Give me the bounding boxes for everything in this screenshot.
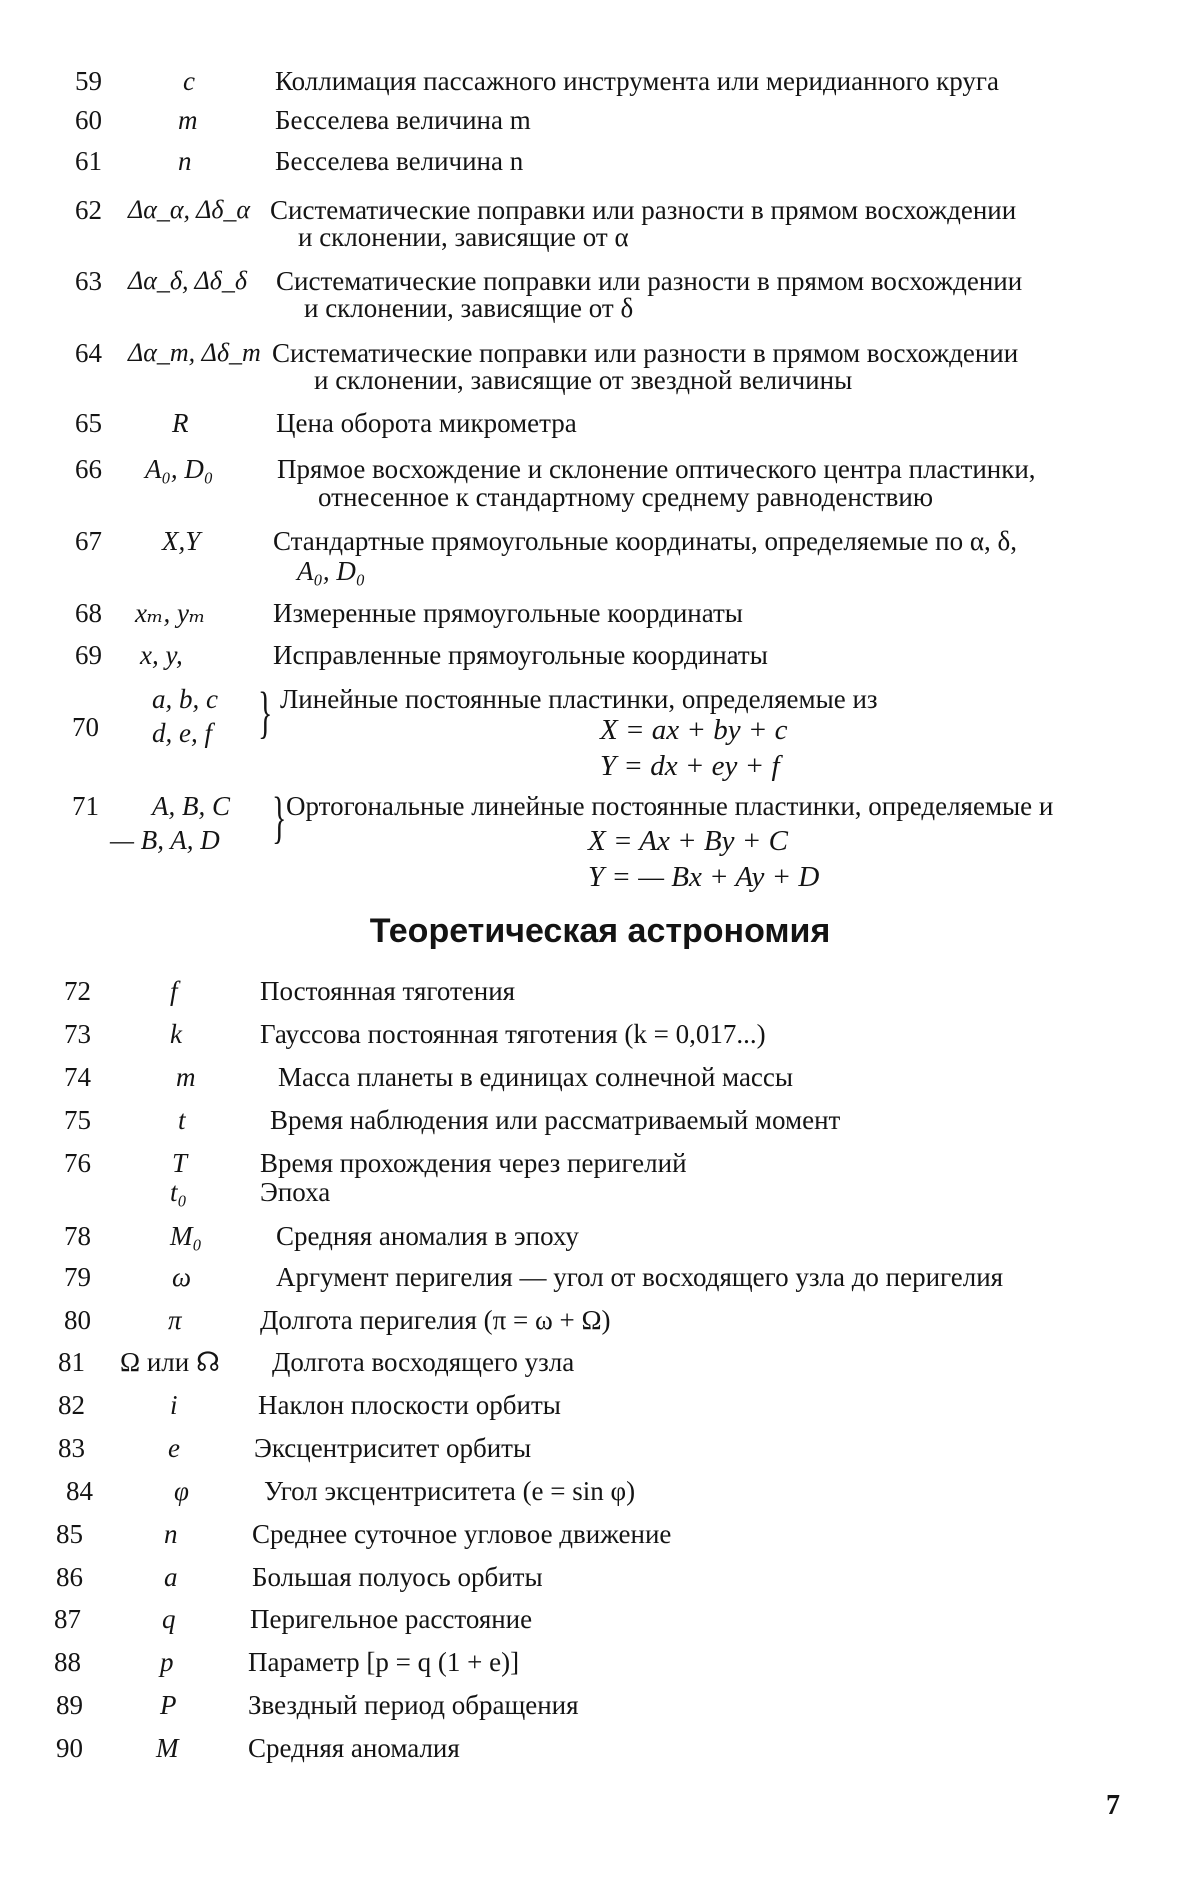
row-symbol: x, y, <box>140 640 183 670</box>
page-number: 7 <box>1106 1790 1120 1821</box>
row-description: Постоянная тяготения <box>260 976 516 1006</box>
row-number: 73 <box>64 1019 91 1049</box>
row-number: 63 <box>75 266 102 296</box>
row-description: Эпоха <box>260 1177 331 1207</box>
row-symbol: a, b, c <box>152 684 218 714</box>
row-symbol: M <box>156 1733 179 1763</box>
row-description: Масса планеты в единицах солнечной массы <box>278 1062 794 1092</box>
row-description: Средняя аномалия <box>248 1733 460 1763</box>
row-symbol: A₀, D₀ <box>145 454 214 484</box>
row-number: 65 <box>75 408 102 438</box>
row-description: Коллимация пассажного инструмента или меридианного круга <box>275 66 999 96</box>
row-description: Стандартные прямоугольные координаты, определяемые по α, δ, <box>273 526 1017 556</box>
row-description: Параметр [p = q (1 + e)] <box>248 1647 520 1677</box>
row-description: Угол эксцентриситета (e = sin φ) <box>264 1476 636 1506</box>
row-symbol: R <box>172 408 189 438</box>
row-description: Среднее суточное угловое движение <box>252 1519 672 1549</box>
row-symbol: ω <box>172 1262 192 1292</box>
row-symbol: q <box>162 1604 176 1634</box>
row-symbol: n <box>178 146 192 176</box>
row-description: Исправленные прямоугольные координаты <box>273 640 768 670</box>
row-description: Прямое восхождение и склонение оптического центра пластинки, <box>277 454 1036 484</box>
row-description: Линейные постоянные пластинки, определяемые из <box>280 684 878 714</box>
row-symbol: p <box>160 1647 174 1677</box>
row-description: Бесселева величина m <box>275 105 531 135</box>
row-description: Звездный период обращения <box>248 1690 579 1720</box>
row-description: Время прохождения через перигелий <box>260 1148 687 1178</box>
row-number: 75 <box>64 1105 91 1135</box>
row-description-continued: и склонении, зависящие от звездной величины <box>314 365 853 395</box>
row-symbol: A, B, C <box>152 791 230 821</box>
row-number: 84 <box>66 1476 93 1506</box>
row-symbol: f <box>170 976 178 1006</box>
row-description: Время наблюдения или рассматриваемый момент <box>270 1105 841 1135</box>
row-symbol: m <box>178 105 198 135</box>
row-symbol: Δα_α, Δδ_α <box>128 195 251 224</box>
row-number: 69 <box>75 640 102 670</box>
row-description: Гауссова постоянная тяготения (k = 0,017...) <box>260 1019 766 1049</box>
row-number: 85 <box>56 1519 83 1549</box>
row-symbol: d, e, f <box>152 718 212 748</box>
section-title: Теоретическая астрономия <box>369 912 831 950</box>
row-description: Измеренные прямоугольные координаты <box>273 598 743 628</box>
row-number: 72 <box>64 976 91 1006</box>
row-description: Большая полуось орбиты <box>252 1562 543 1592</box>
row-description: Долгота перигелия (π = ω + Ω) <box>260 1305 611 1335</box>
row-symbol: xₘ, yₘ <box>135 598 206 628</box>
row-number: 74 <box>64 1062 91 1092</box>
row-number: 83 <box>58 1433 85 1463</box>
row-number: 68 <box>75 598 102 628</box>
row-symbol: Δα_δ, Δδ_δ <box>128 266 247 295</box>
row-description: Аргумент перигелия — угол от восходящего узла до перигелия <box>276 1262 1004 1292</box>
row-description-continued: и склонении, зависящие от δ <box>304 293 634 323</box>
row-symbol: M₀ <box>170 1221 202 1251</box>
row-description: Систематические поправки или разности в прямом восхождении <box>276 266 1023 296</box>
equation: Y = — Bx + Ay + D <box>588 861 820 893</box>
row-symbol: T <box>172 1148 188 1178</box>
row-number: 61 <box>75 146 102 176</box>
right-brace: } <box>272 787 287 850</box>
row-number: 89 <box>56 1690 83 1720</box>
row-symbol: — B, A, D <box>110 825 220 855</box>
row-number: 67 <box>75 526 102 556</box>
row-number: 82 <box>58 1390 85 1420</box>
row-number: 88 <box>54 1647 81 1677</box>
row-description: Долгота восходящего узла <box>272 1347 575 1377</box>
right-brace: } <box>258 682 273 745</box>
row-description-continued: и склонении, зависящие от α <box>298 222 629 252</box>
row-number: 60 <box>75 105 102 135</box>
row-symbol: X,Y <box>162 526 201 556</box>
row-number: 71 <box>72 791 99 821</box>
row-description-continued: отнесенное к стандартному среднему равноденствию <box>318 482 934 512</box>
row-number: 70 <box>72 712 99 742</box>
row-description: Систематические поправки или разности в прямом восхождении <box>272 338 1019 368</box>
row-number: 86 <box>56 1562 83 1592</box>
row-description-continued: A₀, D₀ <box>297 556 366 586</box>
row-number: 76 <box>64 1148 91 1178</box>
row-symbol: Ω или ☊ <box>120 1347 220 1377</box>
row-number: 62 <box>75 195 102 225</box>
row-symbol: Δα_m, Δδ_m <box>128 338 261 367</box>
row-number: 87 <box>54 1604 81 1634</box>
row-description: Эксцентриситет орбиты <box>254 1433 532 1463</box>
row-description: Систематические поправки или разности в прямом восхождении <box>270 195 1017 225</box>
row-symbol: a <box>164 1562 178 1592</box>
row-symbol: e <box>168 1433 180 1463</box>
row-symbol: φ <box>174 1476 189 1506</box>
row-number: 64 <box>75 338 102 368</box>
row-description: Перигельное расстояние <box>250 1604 533 1634</box>
row-symbol: t <box>178 1105 186 1135</box>
row-symbol: P <box>160 1690 177 1720</box>
row-symbol: i <box>170 1390 178 1420</box>
row-symbol: n <box>164 1519 178 1549</box>
row-description: Цена оборота микрометра <box>276 408 577 438</box>
row-symbol: π <box>168 1305 182 1335</box>
row-number: 81 <box>58 1347 85 1377</box>
row-number: 59 <box>75 66 102 96</box>
row-symbol: m <box>176 1062 196 1092</box>
row-number: 80 <box>64 1305 91 1335</box>
row-description: Бесселева величина n <box>275 146 524 176</box>
row-symbol: t₀ <box>170 1177 187 1207</box>
row-symbol: c <box>183 66 195 96</box>
row-number: 79 <box>64 1262 91 1292</box>
row-description: Средняя аномалия в эпоху <box>276 1221 579 1251</box>
equation: X = Ax + By + C <box>588 825 788 857</box>
equation: Y = dx + ey + f <box>600 750 780 782</box>
row-description: Наклон плоскости орбиты <box>258 1390 561 1420</box>
row-description: Ортогональные линейные постоянные пластинки, определяемые и <box>286 791 1054 821</box>
row-number: 66 <box>75 454 102 484</box>
equation: X = ax + by + c <box>600 714 788 746</box>
row-number: 78 <box>64 1221 91 1251</box>
row-number: 90 <box>56 1733 83 1763</box>
row-symbol: k <box>170 1019 182 1049</box>
